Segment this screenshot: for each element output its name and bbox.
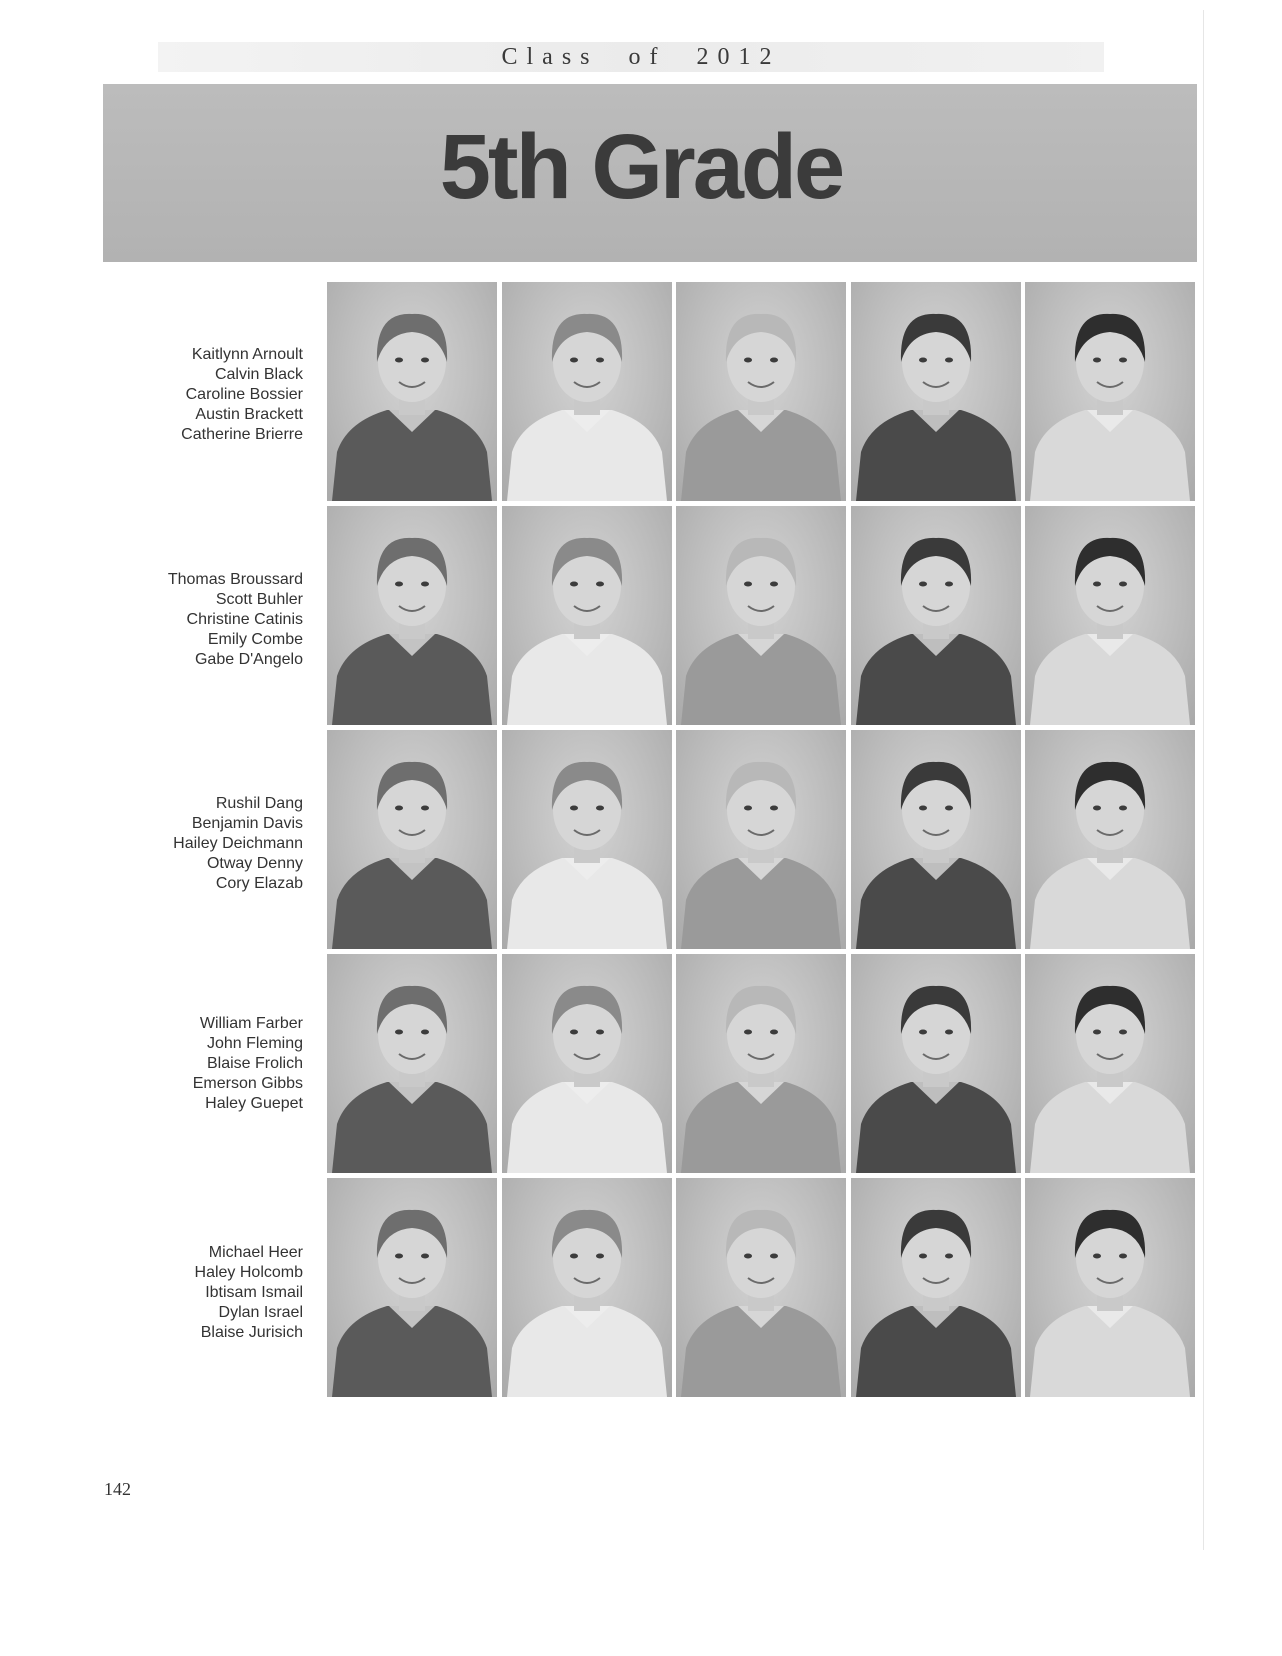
student-portrait	[676, 954, 846, 1173]
portrait-image	[676, 730, 846, 949]
portrait-image	[851, 954, 1021, 1173]
student-name: Caroline Bossier	[185, 386, 303, 403]
student-portrait	[1025, 1178, 1195, 1397]
student-portrait	[502, 1178, 672, 1397]
page-title: 5th Grade	[439, 116, 843, 218]
portrait-image	[851, 730, 1021, 949]
portrait-image	[327, 954, 497, 1173]
portrait-image	[327, 730, 497, 949]
student-name: Cory Elazab	[215, 875, 303, 892]
student-name: Michael Heer	[208, 1244, 303, 1261]
student-portrait	[851, 506, 1021, 725]
student-portrait	[502, 730, 672, 949]
portrait-image	[851, 282, 1021, 501]
student-name: Ibtisam Ismail	[205, 1284, 303, 1301]
portrait-image	[327, 1178, 497, 1397]
student-name: Thomas Broussard	[167, 571, 303, 588]
portrait-image	[502, 282, 672, 501]
student-name: Emily Combe	[207, 631, 303, 648]
student-portrait	[327, 506, 497, 725]
student-portrait	[1025, 506, 1195, 725]
portrait-image	[1025, 1178, 1195, 1397]
student-name: Hailey Deichmann	[173, 835, 303, 852]
portrait-image	[502, 506, 672, 725]
portrait-image	[327, 506, 497, 725]
portrait-image	[1025, 954, 1195, 1173]
student-portrait	[327, 1178, 497, 1397]
portrait-image	[676, 506, 846, 725]
student-portrait	[851, 730, 1021, 949]
portrait-image	[502, 954, 672, 1173]
portrait-image	[1025, 282, 1195, 501]
portrait-image	[1025, 730, 1195, 949]
student-name: Christine Catinis	[186, 611, 303, 628]
student-name: Calvin Black	[214, 366, 303, 383]
student-name: Emerson Gibbs	[192, 1075, 303, 1092]
student-portrait	[1025, 282, 1195, 501]
portrait-image	[676, 282, 846, 501]
name-list-row-5	[103, 1243, 303, 1343]
student-name: Kaitlynn Arnoult	[191, 346, 303, 363]
student-name: Blaise Jurisich	[200, 1324, 303, 1341]
student-name: William Farber	[199, 1015, 303, 1032]
student-name: Rushil Dang	[215, 795, 303, 812]
student-portrait	[851, 954, 1021, 1173]
portrait-image	[676, 954, 846, 1173]
student-name: Scott Buhler	[215, 591, 303, 608]
portrait-image	[676, 1178, 846, 1397]
student-name: John Fleming	[206, 1035, 303, 1052]
student-name: Haley Guepet	[205, 1095, 303, 1112]
name-list-row-4	[103, 1014, 303, 1114]
student-portrait	[676, 730, 846, 949]
student-portrait	[502, 282, 672, 501]
student-portrait	[502, 954, 672, 1173]
student-name: Haley Holcomb	[194, 1264, 303, 1281]
student-name: Dylan Israel	[218, 1304, 303, 1321]
portrait-image	[1025, 506, 1195, 725]
student-name: Benjamin Davis	[191, 815, 303, 832]
student-name: Otway Denny	[206, 855, 303, 872]
portrait-image	[851, 506, 1021, 725]
student-portrait	[327, 954, 497, 1173]
student-portrait	[676, 1178, 846, 1397]
page-number: 142	[104, 1479, 131, 1499]
student-portrait	[676, 282, 846, 501]
student-portrait	[676, 506, 846, 725]
student-name: Austin Brackett	[195, 406, 303, 423]
student-portrait	[1025, 954, 1195, 1173]
portrait-image	[327, 282, 497, 501]
name-list-row-1	[103, 345, 303, 445]
student-photo-grid	[327, 282, 1195, 1397]
student-name: Catherine Brierre	[181, 426, 303, 443]
student-portrait	[327, 730, 497, 949]
class-of-label: Class of 2012	[501, 44, 781, 70]
student-portrait	[851, 282, 1021, 501]
name-list-row-2	[103, 570, 303, 670]
student-portrait	[327, 282, 497, 501]
student-portrait	[1025, 730, 1195, 949]
student-name: Blaise Frolich	[206, 1055, 303, 1072]
name-list-row-3	[103, 794, 303, 894]
portrait-image	[502, 1178, 672, 1397]
student-portrait	[851, 1178, 1021, 1397]
student-portrait	[502, 506, 672, 725]
page-edge	[1203, 10, 1204, 1550]
student-name: Gabe D'Angelo	[194, 651, 303, 668]
portrait-image	[502, 730, 672, 949]
portrait-image	[851, 1178, 1021, 1397]
